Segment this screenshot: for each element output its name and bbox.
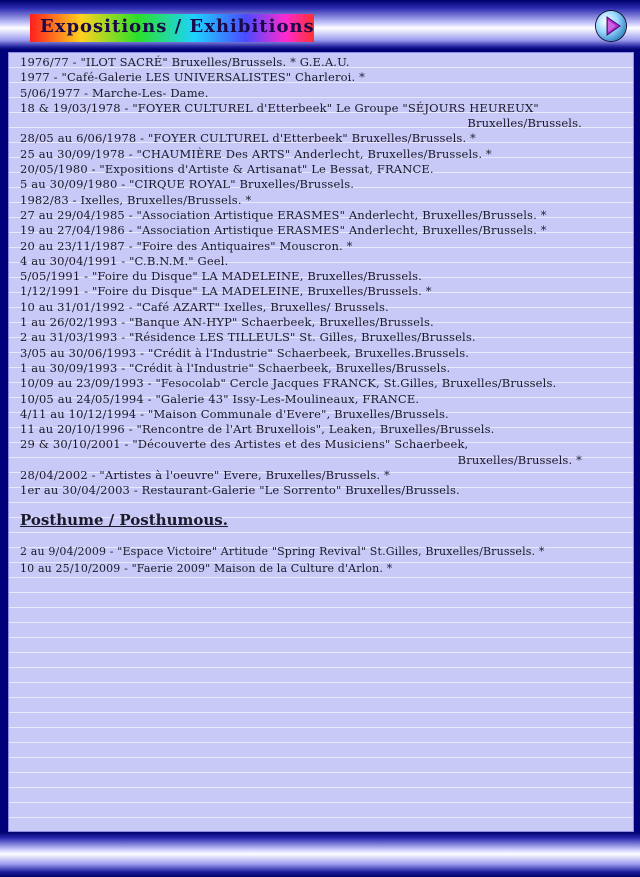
list-item bbox=[20, 543, 620, 560]
list-item bbox=[20, 55, 620, 70]
list-item-text: 10/09 au 23/09/1993 - "Fesocolab" Cercle Jacques FRANCK, St.Gilles, Bruxelles/Brussels. bbox=[20, 376, 557, 391]
list-item-text: 2 au 9/04/2009 - "Espace Victoire" Artitude "Spring Revival" St.Gilles, Bruxelles/Brussels. * bbox=[20, 545, 545, 558]
posthumous-list bbox=[20, 543, 620, 577]
list-item bbox=[20, 147, 620, 162]
list-item bbox=[20, 330, 620, 345]
list-item bbox=[20, 300, 620, 315]
list-item bbox=[20, 101, 620, 132]
list-item bbox=[20, 193, 620, 208]
list-item bbox=[20, 70, 620, 85]
list-item-text: 5/05/1991 - "Foire du Disque" LA MADELEINE, Bruxelles/Brussels. bbox=[20, 269, 422, 284]
list-item-text: 27 au 29/04/1985 - "Association Artistique ERASMES" Anderlecht, Bruxelles/Brussels. * bbox=[20, 207, 547, 222]
list-item-text: 18 & 19/03/1978 - "FOYER CULTUREL d'Etterbeek" Le Groupe "SÉJOURS HEUREUX" bbox=[20, 100, 539, 115]
list-item bbox=[20, 208, 620, 223]
list-item-text: 19 au 27/04/1986 - "Association Artistique ERASMES" Anderlecht, Bruxelles/Brussels. * bbox=[20, 223, 547, 238]
list-item bbox=[20, 86, 620, 101]
list-item bbox=[20, 284, 620, 299]
list-item bbox=[20, 361, 620, 376]
list-item-text: 1976/77 - "ILOT SACRÉ" Bruxelles/Brussels. * G.E.A.U. bbox=[20, 55, 350, 69]
list-item bbox=[20, 346, 620, 361]
list-item-text: 4 au 30/04/1991 - "C.B.N.M." Geel. bbox=[20, 253, 229, 268]
list-item bbox=[20, 239, 620, 254]
exhibition-list bbox=[20, 55, 620, 499]
list-item-text: 5 au 30/09/1980 - "CIRQUE ROYAL" Bruxelles/Brussels. bbox=[20, 177, 355, 192]
page-title-badge bbox=[30, 14, 314, 42]
list-item bbox=[20, 422, 620, 437]
list-item bbox=[20, 254, 620, 269]
list-item-text: 1 au 30/09/1993 - "Crédit à l'Industrie" Schaerbeek, Bruxelles/Brussels. bbox=[20, 360, 451, 375]
list-item-text: 1/12/1991 - "Foire du Disque" LA MADELEINE, Bruxelles/Brussels. * bbox=[20, 284, 432, 299]
list-item bbox=[20, 468, 620, 483]
list-item-text: 10 au 31/01/1992 - "Café AZART" Ixelles, Bruxelles/ Brussels. bbox=[20, 299, 389, 314]
list-item-text: 1er au 30/04/2003 - Restaurant-Galerie "Le Sorrento" Bruxelles/Brussels. bbox=[20, 483, 460, 498]
list-item-text: 4/11 au 10/12/1994 - "Maison Communale d'Evere", Bruxelles/Brussels. bbox=[20, 406, 449, 421]
content-panel bbox=[8, 52, 634, 832]
next-page-button[interactable] bbox=[596, 11, 626, 41]
list-item-text: 3/05 au 30/06/1993 - "Crédit à l'Industrie" Schaerbeek, Bruxelles.Brussels. bbox=[20, 345, 470, 360]
header-bar bbox=[0, 0, 640, 50]
list-item-text: 28/04/2002 - "Artistes à l'oeuvre" Evere, Bruxelles/Brussels. * bbox=[20, 468, 390, 483]
list-item-text: 29 & 30/10/2001 - "Découverte des Artistes et des Musiciens" Schaerbeek, bbox=[20, 437, 469, 452]
list-item-text: 2 au 31/03/1993 - "Résidence LES TILLEULS" St. Gilles, Bruxelles/Brussels. bbox=[20, 330, 476, 345]
list-item bbox=[20, 269, 620, 284]
list-item-text: 1982/83 - Ixelles, Bruxelles/Brussels. * bbox=[20, 192, 252, 207]
list-item bbox=[20, 437, 620, 468]
list-item bbox=[20, 177, 620, 192]
list-item-text: 20 au 23/11/1987 - "Foire des Antiquaires" Mouscron. * bbox=[20, 238, 353, 253]
page-title: Expositions / Exhibitions bbox=[40, 16, 315, 37]
list-item-continuation: Bruxelles/Brussels. bbox=[467, 116, 582, 131]
list-item bbox=[20, 407, 620, 422]
next-arrow-icon bbox=[596, 11, 626, 41]
list-item bbox=[20, 315, 620, 330]
list-item bbox=[20, 392, 620, 407]
list-item bbox=[20, 376, 620, 391]
list-item-text: 11 au 20/10/1996 - "Rencontre de l'Art Bruxellois", Leaken, Bruxelles/Brussels. bbox=[20, 422, 495, 437]
posthumous-heading: Posthume / Posthumous. bbox=[20, 511, 228, 529]
list-item-text: 1 au 26/02/1993 - "Banque AN-HYP" Schaerbeek, Bruxelles/Brussels. bbox=[20, 315, 434, 330]
list-item bbox=[20, 560, 620, 577]
list-item bbox=[20, 131, 620, 146]
list-item bbox=[20, 223, 620, 238]
list-item bbox=[20, 483, 620, 498]
list-item-text: 5/06/1977 - Marche-Les- Dame. bbox=[20, 85, 209, 100]
list-item-text: 25 au 30/09/1978 - "CHAUMIÈRE Des ARTS" Anderlecht, Bruxelles/Brussels. * bbox=[20, 146, 492, 161]
list-item-text: 20/05/1980 - "Expositions d'Artiste & Artisanat" Le Bessat, FRANCE. bbox=[20, 162, 434, 177]
list-item-continuation: Bruxelles/Brussels. * bbox=[457, 452, 582, 467]
list-item-text: 1977 - "Café-Galerie LES UNIVERSALISTES" Charleroi. * bbox=[20, 70, 366, 85]
list-item-text: 10/05 au 24/05/1994 - "Galerie 43" Issy-Les-Moulineaux, FRANCE. bbox=[20, 391, 420, 406]
footer-bar bbox=[0, 832, 640, 877]
list-item bbox=[20, 162, 620, 177]
list-item-text: 10 au 25/10/2009 - "Faerie 2009" Maison de la Culture d'Arlon. * bbox=[20, 562, 393, 575]
list-item-text: 28/05 au 6/06/1978 - "FOYER CULTUREL d'Etterbeek" Bruxelles/Brussels. * bbox=[20, 131, 476, 146]
